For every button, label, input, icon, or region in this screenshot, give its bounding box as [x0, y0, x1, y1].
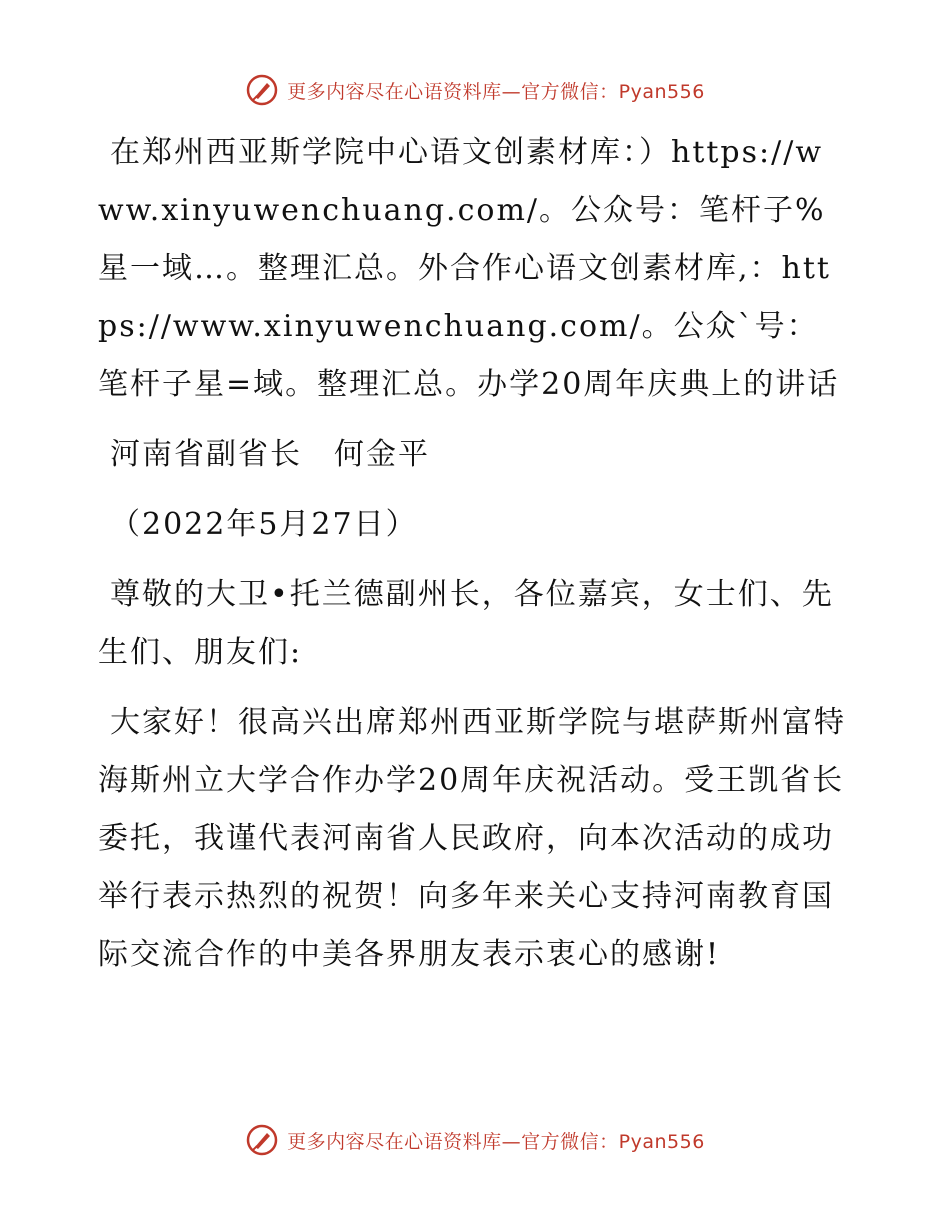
- footer-watermark: [0, 1120, 950, 1160]
- watermark-text: [287, 77, 705, 104]
- watermark-handle: Pyan556: [618, 80, 705, 103]
- watermark-label: 更多内容尽在心语资料库—官方微信：: [287, 80, 619, 103]
- watermark-text: [287, 1127, 705, 1154]
- document-body: [98, 124, 850, 996]
- date-line: （2022年5月27日）: [110, 507, 418, 542]
- quill-pen-logo-icon: [245, 73, 279, 107]
- watermark-label: 更多内容尽在心语资料库—官方微信：: [287, 1130, 619, 1153]
- intro-paragraph: 在郑州西亚斯学院中心语文创素材库：）https://www.xinyuwenchuang.com/。公众号：笔杆子%星一域…。整理汇总。外合作心语文创素材库,：https://www.xinyuwenchuang.com/。公众`号：笔杆子星=域。整理汇总。办学20周年庆典上的讲话: [98, 135, 840, 402]
- watermark-handle: Pyan556: [618, 1130, 705, 1153]
- header-watermark: [0, 70, 950, 110]
- quill-pen-logo-icon: [245, 1123, 279, 1157]
- salutation-paragraph: 尊敬的大卫•托兰德副州长，各位嘉宾，女士们、先生们、朋友们:: [98, 577, 834, 670]
- body-paragraph: 大家好！很高兴出席郑州西亚斯学院与堪萨斯州富特海斯州立大学合作办学20周年庆祝活动。受王凯省长委托，我谨代表河南省人民政府，向本次活动的成功举行表示热烈的祝贺！向多年来关心支持河南教育国际交流合作的中美各界朋友表示衷心的感谢!: [98, 705, 846, 972]
- speaker-line: 河南省副省长 何金平: [110, 437, 430, 472]
